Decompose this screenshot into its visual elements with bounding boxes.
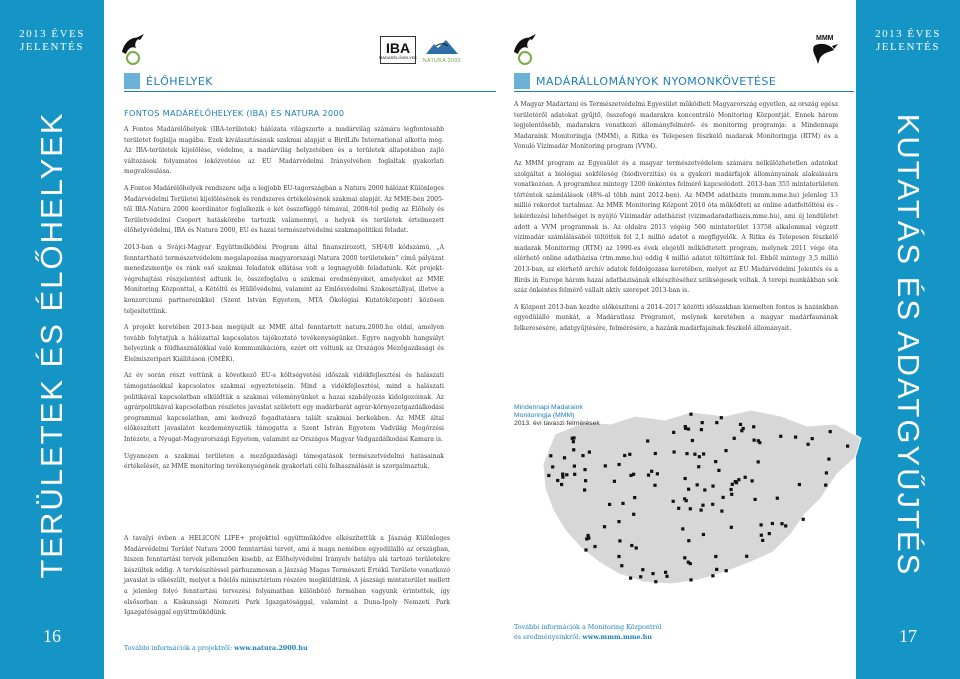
left-paragraph: A projekt keretében 2013-ban megújult az MME által fenntartott natura.2000.hu oldal, amelyen tovább folytatjuk a hálózattal kapcsolatos tájékoztató tevékenységünket. Egyre nagyobb hangsúlyt helyezünk a földhasználókkal való kommunikációra, ezért ott voltunk az Országos Mezőgazdasági és Élelmiszeripari Kiállításon (OMÉK).	[124, 324, 444, 363]
left-paragraph: A tavalyi évben a HELICON LIFE+ projekttel együttműködve elkészítettük a Jászság Különleges Madárvédelmi Terület Natura 2000 fenntartási tervét, ami a maga nemében egyedülálló az országban, hiszen fenntartási tervek jellemzően kisebb, az Élőhelyvédelmi Irányelv hatálya alá tartozó területekre készültek eddig. A tervkészítéssel párhuzamosan a Jászság Magas Természeti Értékű Területe vonatkozó javaslat is elkészült, melyet a felelős minisztérium részére megküldtünk. A jászsági mintaterület mellett a jelenleg folyó fenntartási tervezési folyamatban különböző formában vagyunk érintettek, így elsősorban a Kiskunsági Nemzeti Park Igazgatósággal, valamint a Duna-Ipoly Nemzeti Park Igazgatósággal együttműködünk.	[124, 535, 450, 617]
survey-site-marker	[630, 544, 633, 547]
right-year-line2: JELENTÉS	[876, 41, 940, 53]
survey-site-marker	[745, 555, 748, 558]
survey-site-marker	[621, 502, 624, 505]
survey-site-marker	[551, 465, 554, 468]
left-body-column	[124, 125, 444, 479]
right-chapter-title: KUTATÁS ÉS ADATGYŰJTÉS	[891, 113, 926, 577]
survey-site-marker	[737, 478, 740, 481]
survey-site-marker	[752, 425, 755, 428]
survey-site-marker	[561, 473, 564, 476]
heading-square-icon	[124, 73, 140, 89]
survey-site-marker	[604, 464, 607, 467]
survey-site-marker	[701, 504, 704, 507]
survey-site-marker	[827, 458, 830, 461]
survey-site-marker	[635, 546, 638, 549]
right-paragraph: A Központ 2013-ban kezdte előkészíteni a 2014–2017 közötti időszakban kiemelten fontos is hazánkban egyedülálló munkát, a Madáratlasz Programot, melynek keretében a magyar madárfaunának felkeresésére, adatgyűjtésére, felmérésére, a hazánk madárfajainak fészkelő állományait.	[514, 303, 838, 332]
survey-site-marker	[714, 555, 717, 558]
survey-site-marker	[760, 534, 763, 537]
left-report-year	[0, 28, 104, 54]
survey-site-marker	[571, 437, 574, 440]
mme-bird-logo-left	[118, 30, 148, 66]
survey-site-marker	[650, 470, 653, 473]
survey-site-marker	[711, 485, 714, 488]
survey-site-marker	[608, 503, 611, 506]
survey-site-marker	[811, 437, 814, 440]
survey-site-marker	[618, 463, 621, 466]
survey-site-marker	[722, 496, 725, 499]
survey-site-marker	[572, 440, 575, 443]
survey-site-marker	[714, 460, 717, 463]
survey-site-marker	[584, 479, 587, 482]
survey-site-marker	[720, 416, 723, 419]
partner-logos	[380, 36, 462, 64]
survey-site-marker	[687, 488, 690, 491]
survey-site-marker	[691, 439, 694, 442]
survey-site-marker	[685, 452, 688, 455]
hungary-survey-map	[515, 402, 875, 620]
survey-site-marker	[760, 523, 763, 526]
survey-site-marker	[725, 569, 728, 572]
survey-site-marker	[751, 479, 754, 482]
left-page-number: 16	[43, 626, 61, 646]
iba-logo-text: IBA	[385, 39, 411, 56]
survey-site-marker	[633, 496, 636, 499]
survey-site-marker	[715, 568, 718, 571]
survey-site-marker	[740, 429, 743, 432]
mmm-logo	[808, 32, 842, 68]
survey-site-marker	[683, 497, 686, 500]
survey-site-marker	[603, 525, 606, 528]
right-body-column	[514, 100, 838, 340]
right-page-number: 17	[899, 626, 917, 646]
survey-site-marker	[739, 423, 742, 426]
survey-site-marker	[556, 479, 559, 482]
survey-site-marker	[583, 468, 586, 471]
map-caption-year: 2013. évi tavaszi felmérések	[514, 420, 600, 428]
left-heading-rule	[124, 91, 496, 92]
survey-site-marker	[628, 453, 631, 456]
survey-site-marker	[588, 451, 591, 454]
survey-site-marker	[565, 473, 568, 476]
survey-site-marker	[664, 571, 667, 574]
survey-site-marker	[798, 483, 801, 486]
survey-site-marker	[794, 436, 797, 439]
survey-site-marker	[681, 527, 684, 530]
natura-2000-logo	[422, 38, 462, 64]
survey-site-marker	[646, 439, 649, 442]
left-paragraph: A Fontos Madárélőhelyek rendszere adja a legjobb EU-tagországban a Natura 2000 hálózat Különleges Madárvédelmi Területei kijelölésének és rendszeres értékelésének szakmai alapját. Az MME-ben 2005-től IBA-Natura 2000 koordinátor foglalkozik e két összefüggő témával, 2008-tól pedig az Élőhely és Területvédelmi Csoport hatáskörébe tartozik valamennyi, a helyek és területek értelmezett élőhelyvédelmi, IBA és Natura 2000, EU és hazai természetvédelmi szakmapolitikai feladat.	[124, 184, 444, 235]
survey-site-marker	[779, 435, 782, 438]
survey-site-marker	[701, 421, 704, 424]
survey-site-marker	[730, 526, 733, 529]
survey-site-marker	[641, 568, 644, 571]
survey-site-marker	[629, 577, 632, 580]
mmm-website-link[interactable]: www.mmm.mme.hu	[582, 633, 653, 641]
mme-bird-logo-right	[510, 30, 540, 66]
survey-site-marker	[584, 548, 587, 551]
survey-site-marker	[632, 473, 635, 476]
survey-site-marker	[744, 476, 747, 479]
survey-site-marker	[647, 474, 650, 477]
survey-site-marker	[583, 488, 586, 491]
survey-site-marker	[702, 452, 705, 455]
survey-site-marker	[715, 421, 718, 424]
survey-site-marker	[730, 488, 733, 491]
hungary-outline	[543, 410, 861, 584]
survey-site-marker	[654, 580, 657, 583]
survey-site-marker	[780, 522, 783, 525]
natura-website-link[interactable]: www.natura.2000.hu	[234, 644, 308, 652]
survey-site-marker	[572, 448, 575, 451]
right-more-info	[514, 622, 662, 642]
survey-site-marker	[617, 520, 620, 523]
survey-site-marker	[768, 532, 771, 535]
survey-site-marker	[656, 472, 659, 475]
survey-site-marker	[700, 428, 703, 431]
survey-site-marker	[689, 578, 692, 581]
right-more-info-label: További információk a Monitoring Központról	[514, 623, 662, 631]
survey-site-marker	[720, 510, 723, 513]
survey-site-marker	[717, 469, 720, 472]
survey-site-marker	[560, 483, 563, 486]
survey-site-marker	[549, 454, 552, 457]
iba-logo-subtext: MADÁRÉLŐHELYEK	[379, 54, 417, 60]
survey-site-marker	[672, 500, 675, 503]
survey-site-marker	[733, 437, 736, 440]
survey-site-marker	[623, 454, 626, 457]
survey-site-marker	[684, 477, 687, 480]
right-report-year	[856, 28, 960, 54]
right-more-info-label2: és eredményeinkről:	[514, 633, 581, 641]
survey-site-marker	[683, 556, 686, 559]
survey-site-marker	[587, 534, 590, 537]
survey-site-marker	[653, 484, 656, 487]
survey-site-marker	[703, 488, 706, 491]
left-sidebar	[0, 0, 104, 679]
survey-site-marker	[620, 564, 623, 567]
heading-square-icon	[514, 73, 530, 89]
left-paragraph: 2013-ban a Svájci-Magyar Együttműködési Program által finanszírozott, SH/4/8 kódszámú, „A fenntartható természetvédelem megalapozása magyarországi Natura 2000 területeken” című pályázat menedzsmentje és ránk eső szakmai feladatok ellátása volt a legnagyobb feladatunk. Két projekt-végrehajtási részjelentést adtunk le, összefoglalva a szakmai eredményeket, amelyeket az MME Monitoring Központtal, a Kétéltű és Hüllővédelmi, valamint az Emlősvédelmi Szakosztállyal, illetve a konzorciumi partnereinkkel (Szent István Egyetem, MTA Ökológiai Kutatóközpont) közösen teljesítettünk.	[124, 243, 444, 315]
survey-site-marker	[702, 533, 705, 536]
right-paragraph: A Magyar Madártani és Természetvédelmi Egyesület működteti Magyarország egyetlen, az ország egész területéről adatokat gyűjtő, összefogó madarakra koncentráló Monitoring Központját. Ennek három legjelentősebb, madarakra vonatkozó állományfelmérő- és monitoring programja: a Mindennapi Madaraink Monitoringja (MMM), a Ritka és Telepesen fészkelő madarak Monitoringja (RTM) és a Vonuló Vízimadár Monitoring program (VVM).	[514, 101, 838, 151]
map-caption-line2: Monitoringja (MMM)	[514, 412, 575, 420]
survey-site-marker	[807, 443, 810, 446]
left-paragraph: A Fontos Madárélőhelyek (IBA-területek) hálózata világszerte a madárvilág számára legfontosabb területet foglalja magába. Ezek kiválasztásának szakmai alapját a BirdLife International alkotta meg. Az IBA-területek kijelölése, védelme, a madárvilág helyzetében és a területek állapotában zajló változások folyamatos leközvetése az EU Madárvédelmi Irányelvében foglaltak gyakorlati megvalósulása.	[124, 126, 444, 176]
survey-site-marker	[700, 509, 703, 512]
survey-site-marker	[771, 522, 774, 525]
survey-site-marker	[846, 445, 849, 448]
survey-site-marker	[687, 561, 690, 564]
survey-site-marker	[561, 476, 564, 479]
survey-site-marker	[825, 471, 828, 474]
survey-site-marker	[758, 441, 761, 444]
left-section-heading	[124, 72, 213, 90]
survey-site-marker	[711, 574, 714, 577]
survey-site-marker	[698, 455, 701, 458]
survey-site-marker	[696, 483, 699, 486]
left-year-line2: JELENTÉS	[20, 41, 84, 53]
left-chapter-title: TERÜLETEK ÉS ÉLŐHELYEK	[34, 111, 69, 579]
survey-site-marker	[673, 450, 676, 453]
survey-site-marker	[776, 497, 779, 500]
survey-site-marker	[761, 539, 764, 542]
survey-site-marker	[730, 493, 733, 496]
svg-text:MMM: MMM	[816, 35, 834, 42]
survey-site-marker	[617, 555, 620, 558]
left-more-info	[124, 644, 308, 652]
right-section-heading-text: MADÁRÁLLOMÁNYOK NYOMONKÖVETÉSE	[536, 74, 777, 88]
survey-site-marker	[689, 413, 692, 416]
survey-site-marker	[573, 473, 576, 476]
left-more-info-label: További információk a projektről:	[124, 644, 233, 652]
survey-site-marker	[802, 518, 805, 521]
survey-site-marker	[547, 474, 550, 477]
right-year-line1: 2013 ÉVES	[875, 28, 941, 40]
survey-site-marker	[654, 452, 657, 455]
survey-site-marker	[687, 428, 690, 431]
survey-site-marker	[581, 454, 584, 457]
survey-site-marker	[824, 484, 827, 487]
survey-site-marker	[573, 465, 576, 468]
survey-site-marker	[711, 503, 714, 506]
survey-site-marker	[829, 430, 832, 433]
survey-site-marker	[672, 431, 675, 434]
left-section-heading-text: ÉLŐHELYEK	[146, 74, 214, 88]
survey-site-marker	[757, 460, 760, 463]
survey-site-marker	[651, 572, 654, 575]
survey-site-marker	[731, 483, 734, 486]
survey-site-marker	[639, 575, 642, 578]
map-caption	[514, 404, 600, 429]
iba-logo	[380, 36, 416, 64]
survey-site-marker	[632, 513, 635, 516]
survey-site-marker	[665, 575, 668, 578]
right-heading-rule	[514, 91, 854, 92]
survey-site-marker	[684, 427, 687, 430]
natura-logo-text: NATURA 2000	[423, 58, 461, 64]
survey-site-marker	[784, 524, 787, 527]
survey-site-marker	[563, 456, 566, 459]
left-title-wrap	[0, 80, 104, 610]
survey-site-marker	[618, 539, 621, 542]
right-section-heading	[514, 72, 776, 90]
survey-site-marker	[754, 498, 757, 501]
survey-site-marker	[724, 449, 727, 452]
left-paragraph: Ugyanezen a szakmai területen a mezőgazdasági támogatások természetvédelmi hatásainak értékelését, az MME monitoring tevékenységének gyakorlati célú felhasználását is szorgalmaztuk.	[124, 452, 444, 471]
left-subheading: FONTOS MADÁRÉLŐHELYEK (IBA) ÉS NATURA 2000	[124, 108, 345, 118]
survey-site-marker	[697, 465, 700, 468]
survey-site-marker	[689, 507, 692, 510]
survey-site-marker	[593, 545, 596, 548]
survey-site-marker	[693, 453, 696, 456]
survey-site-marker	[734, 480, 737, 483]
right-paragraph: Az MMM program az Egyesület és a magyar természetvédelem számára nélkülözhetetlen adatokat szolgáltat a biológiai sokféleség (biodiverzitás) és a gyakori madárfajok állományainak alakulására vonatkozóan. A programhoz mintegy 1200 önkéntes felmérő kapcsolódott. 2013-ban 355 mintaterületen történtek számlálások (48%-al több mint 2012-ben). Az MMM adatbázis (mmm.mme.hu) jelenleg 13 millió rekordot tartalmaz. Az MME Monitoring Központ 2010 óta működteti az online adatfeltöltési és -lekérdezési lehetőséget is nyújtó Vízimadár adatbázist (vizimadaradatbazis.mme.hu), ami új lendületet adott a VVM programnak is. Az oldalra 2013 végéig 560 mintaterület 13758 alkalommal végzett vízimadár számlálásából töltöttek fel 2,1 millió adatot a megfigyelők. A Ritka és Telepesen fészkelő madarak Monitoring (RTM) az 1990-es évek elejétől működtetett program, melynek 2011 vége óta elérhető online adatbázisa (rtm.mme.hu) eddig 4 millió adatot töltöttünk fel. Ebből mintegy 3,5 millió 2013-ban, az elérhető archív adatok feldolgozása keretében, melyet az EU Madárvédelmi Jelentés és a Birds in Europe három hazai adatbázisának elkészítéséhez szükségesek voltak. A terepi munkákban sok száz önkéntes felmérő vállalt aktív szerepet 2013-ban is.	[514, 159, 838, 295]
survey-site-marker	[613, 480, 616, 483]
left-paragraph: Az év során részt vettünk a következő EU-s költségvetési időszak vidékfejlesztési és halászati támogatásokkal kapcsolatos szakmai egyeztetésein. Mind a vidékfejlesztési, mind a halászati politikával kapcsolatban elküldtük a szakmai véleményünket a hazai szabályozás kidolgozóinak. Az agrárpolitikával kapcsolatban részletes javaslat született egy madárbarát agrár-környezetgazdálkodási programmal kapcsolatban, ami kedvező fogadtatásra talált szakmai berkekben. Az MME által előkészített javaslatot kezdeményeztük támogatta a Szent István Egyetem Vadvilág Megőrzési Intézete, a Nyugat-Magyarországi Egyetem, valamint az Országos Magyar Vadgazdálkodási Kamara is.	[124, 372, 444, 444]
survey-site-marker	[753, 439, 756, 442]
survey-site-marker	[687, 539, 690, 542]
map-caption-line1: Mindennapi Madaraink	[514, 404, 583, 411]
survey-site-marker	[677, 507, 680, 510]
left-bottom-column	[124, 534, 450, 625]
left-year-line1: 2013 ÉVES	[19, 28, 85, 40]
